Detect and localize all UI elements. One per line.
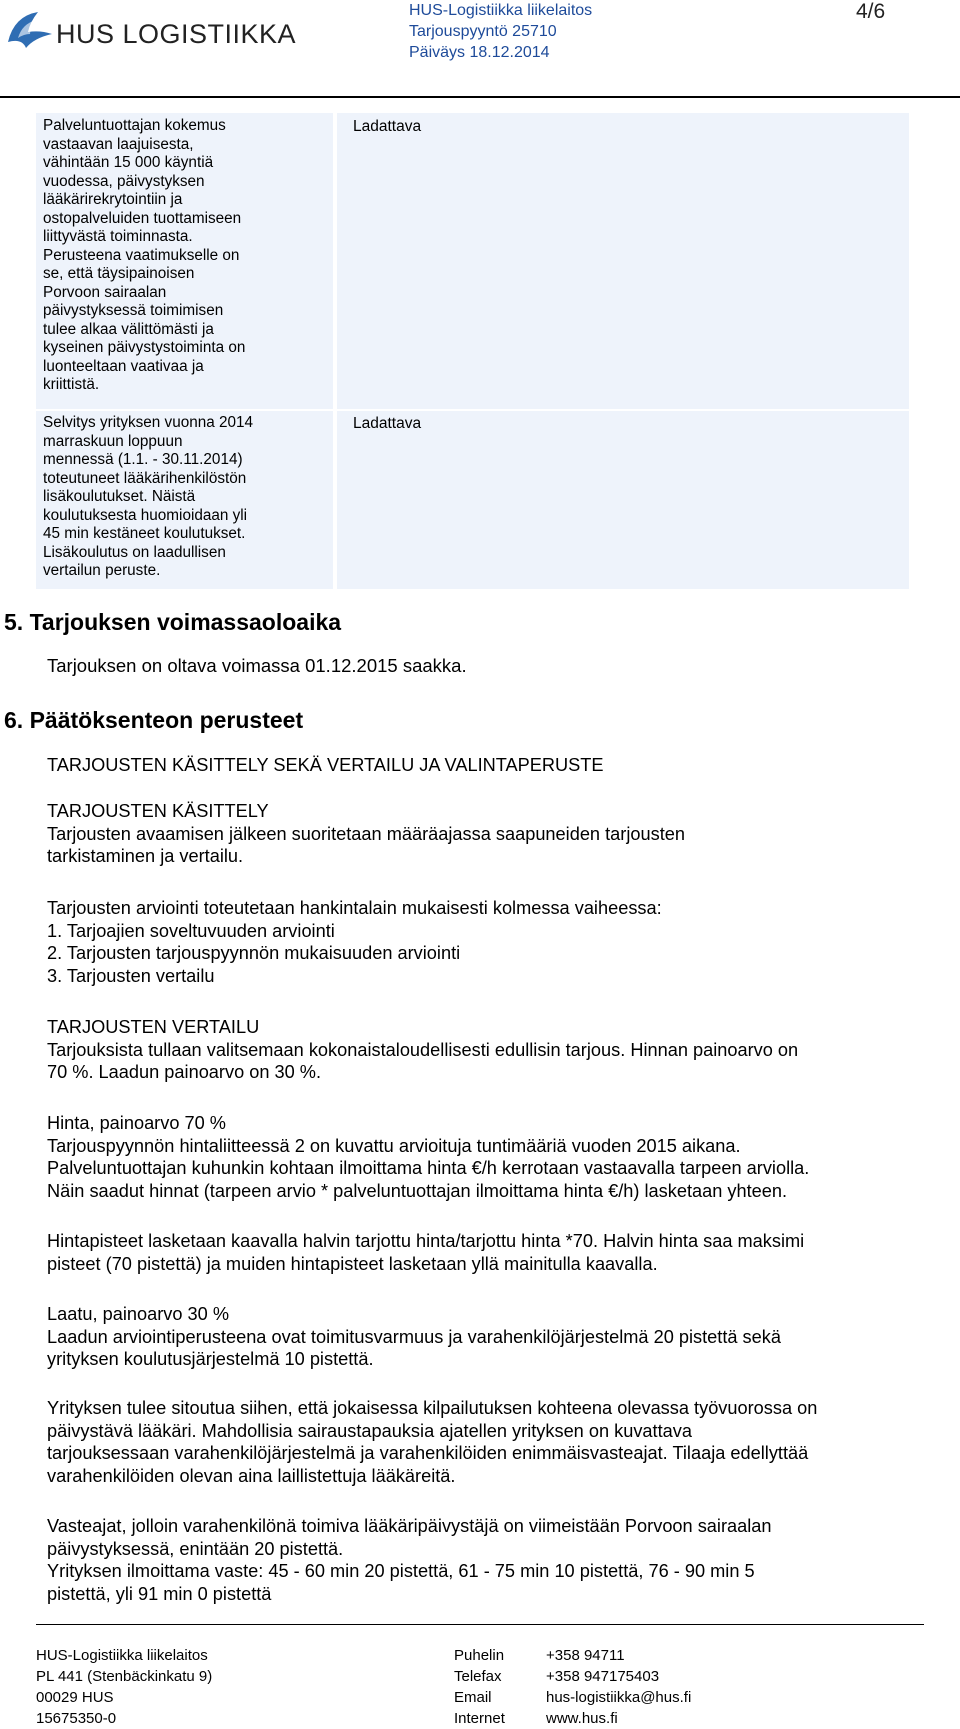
paragraph: Hinta, painoarvo 70 % Tarjouspyynnön hintaliitteessä 2 on kuvattu arvioituja tuntimääriä vuoden 2015 aikana. Palveluntuottajan kuhunkin kohtaan ilmoittama hinta €/h kerrotaan vastaavalla tarpeen arviolla. Näin saadut hinnat (tarpeen arvio * palveluntuottajan ilmoittama hinta €/h) lasketaan yhteen. bbox=[47, 1113, 810, 1201]
table-row bbox=[36, 411, 909, 589]
section-5-heading: 5. Tarjouksen voimassaoloaika bbox=[4, 609, 342, 635]
page-number: 4/6 bbox=[856, 0, 886, 23]
footer-website-link[interactable]: www.hus.fi bbox=[546, 1710, 618, 1727]
paragraph: TARJOUSTEN VERTAILU Tarjouksista tullaan valitsemaan kokonaistaloudellisesti edullisin tarjous. Hinnan painoarvo on 70 %. Laadun painoarvo on 30 %. bbox=[47, 1017, 799, 1082]
table-cell-requirement: Palveluntuottajan kokemus vastaavan laajuisesta, vähintään 15 000 käyntiä vuodessa, päivystyksen lääkärirekrytointiin ja ostopalveluiden tuottamiseen liittyvästä toiminnasta. Perusteena vaatimukselle on se, että täysipainoisen Porvoon sairaalan päivystyksessä toimimisen tulee alkaa välittömästi ja kyseinen päivystystoiminta on luonteeltaan vaativaa ja kriittistä. bbox=[43, 117, 246, 393]
footer-address: HUS-Logistiikka liikelaitos PL 441 (Stenbäckinkatu 9) 00029 HUS 15675350-0 bbox=[36, 1647, 213, 1727]
footer-contact-values bbox=[546, 1645, 691, 1729]
paragraph: Yrityksen tulee sitoutua siihen, että jokaisessa kilpailutuksen kohteena olevassa työvuorossa on päivystävä lääkäri. Mahdollisia sairaustapauksia ajatellen yrityksen on kuvattava tarjouksessaan varahenkilöjärjestelmä ja varahenkilöiden enimmäisvasteajat. Tilaaja edellyttää varahenkilöiden olevan aina laillistettuja lääkäreitä. bbox=[47, 1398, 818, 1486]
footer-divider bbox=[36, 1624, 924, 1625]
footer-phone: +358 94711 bbox=[546, 1647, 625, 1664]
table-cell-requirement: Selvitys yrityksen vuonna 2014 marraskuun loppuun mennessä (1.1. - 30.11.2014) toteutuneet lääkärihenkilöstön lisäkoulutukset. Näistä koulutuksesta huomioidaan yli 45 min kestäneet koulutukset. Lisäkoulutus on laadullisen vertailun peruste. bbox=[43, 414, 254, 579]
footer-email-link[interactable]: hus-logistiikka@hus.fi bbox=[546, 1689, 692, 1706]
paragraph: Vasteajat, jolloin varahenkilönä toimiva lääkäripäivystäjä on viimeistään Porvoon sairaalan päivystyksessä, enintään 20 pistettä. Yrityksen ilmoittama vaste: 45 - 60 min 20 pistettä, 61 - 75 min 10 pistettä, 76 - 90 min 5 pistettä, yli 91 min 0 pistettä bbox=[47, 1516, 772, 1604]
header-divider bbox=[0, 96, 960, 98]
header-rfq: Tarjouspyyntö 25710 bbox=[409, 23, 557, 40]
table-cell-upload[interactable]: Ladattava bbox=[353, 118, 422, 135]
hus-logistiikka-logo bbox=[4, 8, 297, 58]
paragraph: Hintapisteet lasketaan kaavalla halvin tarjottu hinta/tarjottu hinta *70. Halvin hinta saa maksimi pisteet (70 pistettä) ja muiden hintapisteet lasketaan yllä mainitulla kaavalla. bbox=[47, 1231, 805, 1274]
section-6-heading: 6. Päätöksenteon perusteet bbox=[4, 707, 304, 733]
footer-contact-labels: Puhelin Telefax Email Internet bbox=[454, 1647, 505, 1727]
column-divider bbox=[333, 411, 337, 589]
paragraph: Laatu, painoarvo 30 % Laadun arviointiperusteena ovat toimitusvarmuus ja varahenkilöjärjestelmä 20 pistettä sekä yrityksen koulutusjärjestelmä 10 pistettä. bbox=[47, 1304, 781, 1369]
hus-cross-icon bbox=[4, 8, 56, 54]
header-date: Päiväys 18.12.2014 bbox=[409, 44, 550, 61]
section-5-text: Tarjouksen on oltava voimassa 01.12.2015 saakka. bbox=[47, 655, 467, 676]
column-divider bbox=[333, 113, 337, 409]
paragraph: Tarjousten arviointi toteutetaan hankintalain mukaisesti kolmessa vaiheessa: 1. Tarjoajien soveltuvuuden arviointi 2. Tarjousten tarjouspyynnön mukaisuuden arviointi 3. Tarjousten vertailu bbox=[47, 898, 662, 986]
table-row bbox=[36, 113, 909, 409]
footer-fax: +358 947175403 bbox=[546, 1668, 660, 1685]
header-meta bbox=[409, 0, 592, 63]
table-cell-upload[interactable]: Ladattava bbox=[353, 415, 422, 432]
paragraph: TARJOUSTEN KÄSITTELY SEKÄ VERTAILU JA VALINTAPERUSTE bbox=[47, 755, 604, 775]
logo-text: HUS LOGISTIIKKA bbox=[56, 19, 297, 49]
paragraph: TARJOUSTEN KÄSITTELY Tarjousten avaamisen jälkeen suoritetaan määräajassa saapuneiden tarjousten tarkistaminen ja vertailu. bbox=[47, 801, 685, 866]
header-org: HUS-Logistiikka liikelaitos bbox=[409, 2, 593, 19]
